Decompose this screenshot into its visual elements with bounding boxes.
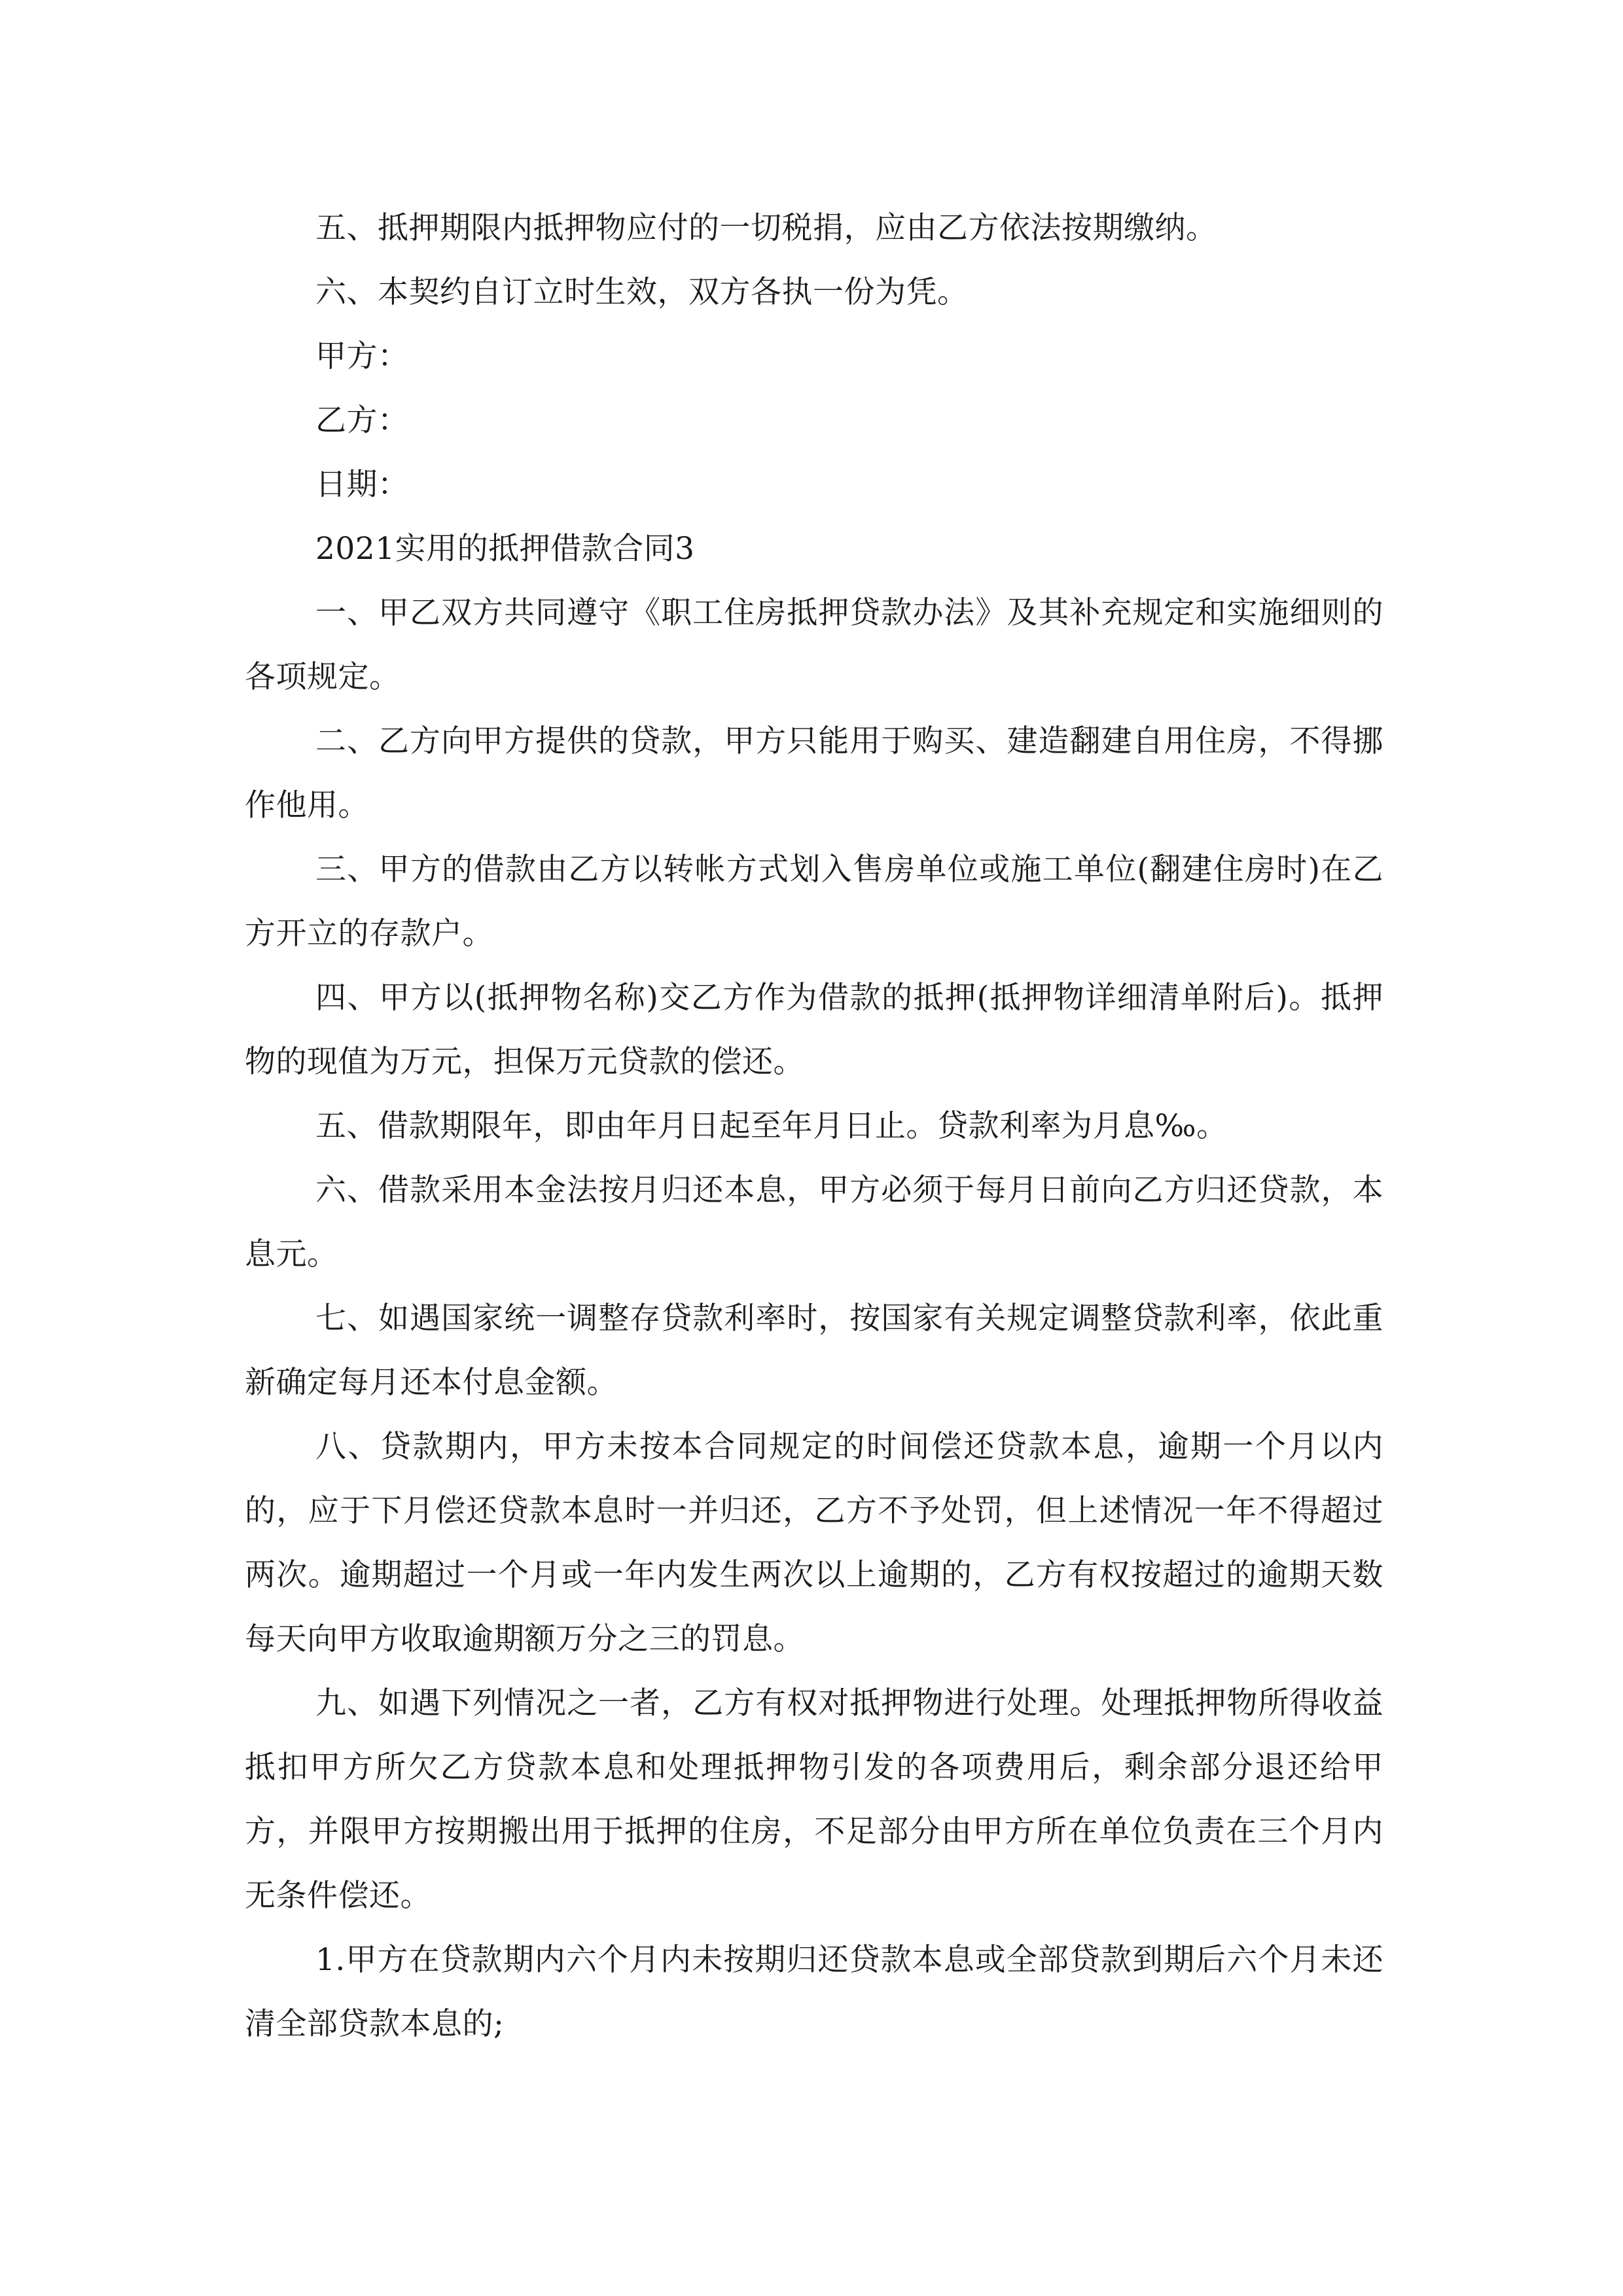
clause-7: 七、如遇国家统一调整存贷款利率时，按国家有关规定调整贷款利率，依此重新确定每月还本付息金额。 bbox=[245, 1300, 1383, 1401]
clause-6-effect: 六、本契约自订立时生效，双方各执一份为凭。 bbox=[315, 274, 969, 310]
clause-6-repayment: 六、借款采用本金法按月归还本息，甲方必须于每月日前向乙方归还贷款，本息元。 bbox=[245, 1172, 1383, 1272]
clause-2: 二、乙方向甲方提供的贷款，甲方只能用于购买、建造翻建自用住房，不得挪作他用。 bbox=[245, 723, 1383, 823]
clause-4: 四、甲方以(抵押物名称)交乙方作为借款的抵押(抵押物详细清单附后)。抵押物的现值为万元，担保万元贷款的偿还。 bbox=[245, 980, 1383, 1080]
party-b-line: 乙方： bbox=[315, 403, 409, 439]
date-line: 日期： bbox=[315, 467, 409, 503]
clause-1: 一、甲乙双方共同遵守《职工住房抵押贷款办法》及其补充规定和实施细则的各项规定。 bbox=[245, 595, 1383, 695]
clause-9: 九、如遇下列情况之一者，乙方有权对抵押物进行处理。处理抵押物所得收益抵扣甲方所欠乙方贷款本息和处理抵押物引发的各项费用后，剩余部分退还给甲方，并限甲方按期搬出用于抵押的住房，不足部分由甲方所在单位负责在三个月内无条件偿还。 bbox=[245, 1685, 1383, 1914]
clause-5-tax: 五、抵押期限内抵押物应付的一切税捐，应由乙方依法按期缴纳。 bbox=[315, 210, 1217, 246]
clause-9-item-1: 1.甲方在贷款期内六个月内未按期归还贷款本息或全部贷款到期后六个月未还清全部贷款本息的; bbox=[245, 1942, 1383, 2042]
clause-8: 八、贷款期内，甲方未按本合同规定的时间偿还贷款本息，逾期一个月以内的，应于下月偿还贷款本息时一并归还，乙方不予处罚，但上述情况一年不得超过两次。逾期超过一个月或一年内发生两次以上逾期的，乙方有权按超过的逾期天数每天向甲方收取逾期额万分之三的罚息。 bbox=[245, 1429, 1383, 1657]
document-body bbox=[245, 196, 1383, 2056]
section-title: 2021实用的抵押借款合同3 bbox=[315, 531, 695, 567]
clause-3: 三、甲方的借款由乙方以转帐方式划入售房单位或施工单位(翻建住房时)在乙方开立的存款户。 bbox=[245, 852, 1383, 952]
clause-5-term: 五、借款期限年，即由年月日起至年月日止。贷款利率为月息‰。 bbox=[315, 1108, 1228, 1144]
party-a-line: 甲方： bbox=[315, 338, 409, 374]
